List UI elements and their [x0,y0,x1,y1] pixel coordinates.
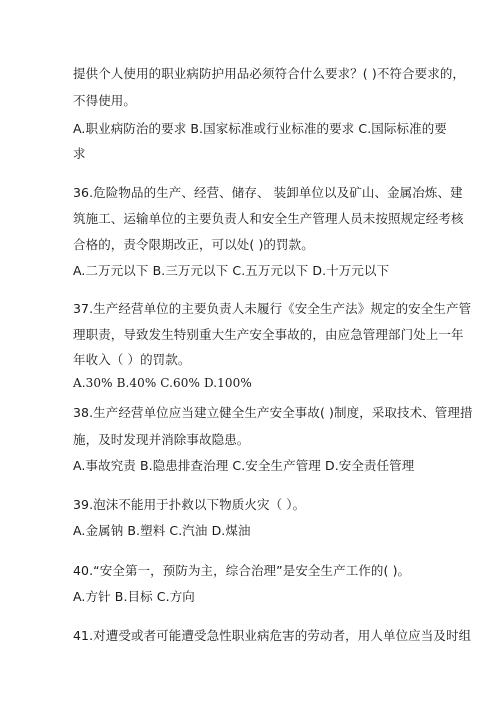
question-options-line: A.职业病防治的要求 B.国家标准或行业标准的要求 C.国际标准的要 [73,121,447,136]
question-stem-line: 37.生产经营单位的主要负责人未履行《安全生产法》规定的安全生产管 [73,301,472,316]
question-options-line: A.金属钠 B.塑料 C.汽油 D.煤油 [73,523,251,538]
question-stem-line: 39.泡沫不能用于扑救以下物质火灾（ ）。 [73,497,306,512]
question-options-line: 求 [73,146,86,161]
question-options-line: A.30% B.40% C.60% D.100% [73,376,252,390]
question-stem-line: 年收入（ ）的罚款。 [73,352,191,367]
question-stem-line: 施，及时发现并消除事故隐患。 [73,432,250,447]
question-stem-line: 提供个人使用的职业病防护用品必须符合什么要求？( )不符合要求的， [73,66,466,81]
question-options-line: A.事故究责 B.隐患排查治理 C.安全生产管理 D.安全责任管理 [73,458,415,473]
question-stem-line: 不得使用。 [73,93,137,108]
question-stem-line: 筑施工、运输单位的主要负责人和安全生产管理人员未按照规定经考核 [73,211,464,226]
question-options-line: A.二万元以下 B.三万元以下 C.五万元以下 D.十万元以下 [73,263,390,278]
question-options-line: A.方针 B.目标 C.方向 [73,589,195,604]
question-stem-line: 36.危险物品的生产、经营、储存、 装卸单位以及矿山、金属冶炼、建 [73,185,463,200]
question-stem-line: 理职责，导致发生特别重大生产安全事故的，由应急管理部门处上一年 [73,327,464,342]
question-stem-line: 40.“安全第一，预防为主，综合治理”是安全生产工作的( )。 [73,563,411,578]
question-stem-line: 合格的，责令限期改正，可以处( )的罚款。 [73,237,314,252]
question-stem-line: 38.生产经营单位应当建立健全生产安全事故( )制度，采取技术、管理措 [73,405,473,420]
question-stem-line: 41.对遭受或者可能遭受急性职业病危害的劳动者，用人单位应当及时组 [73,628,472,643]
